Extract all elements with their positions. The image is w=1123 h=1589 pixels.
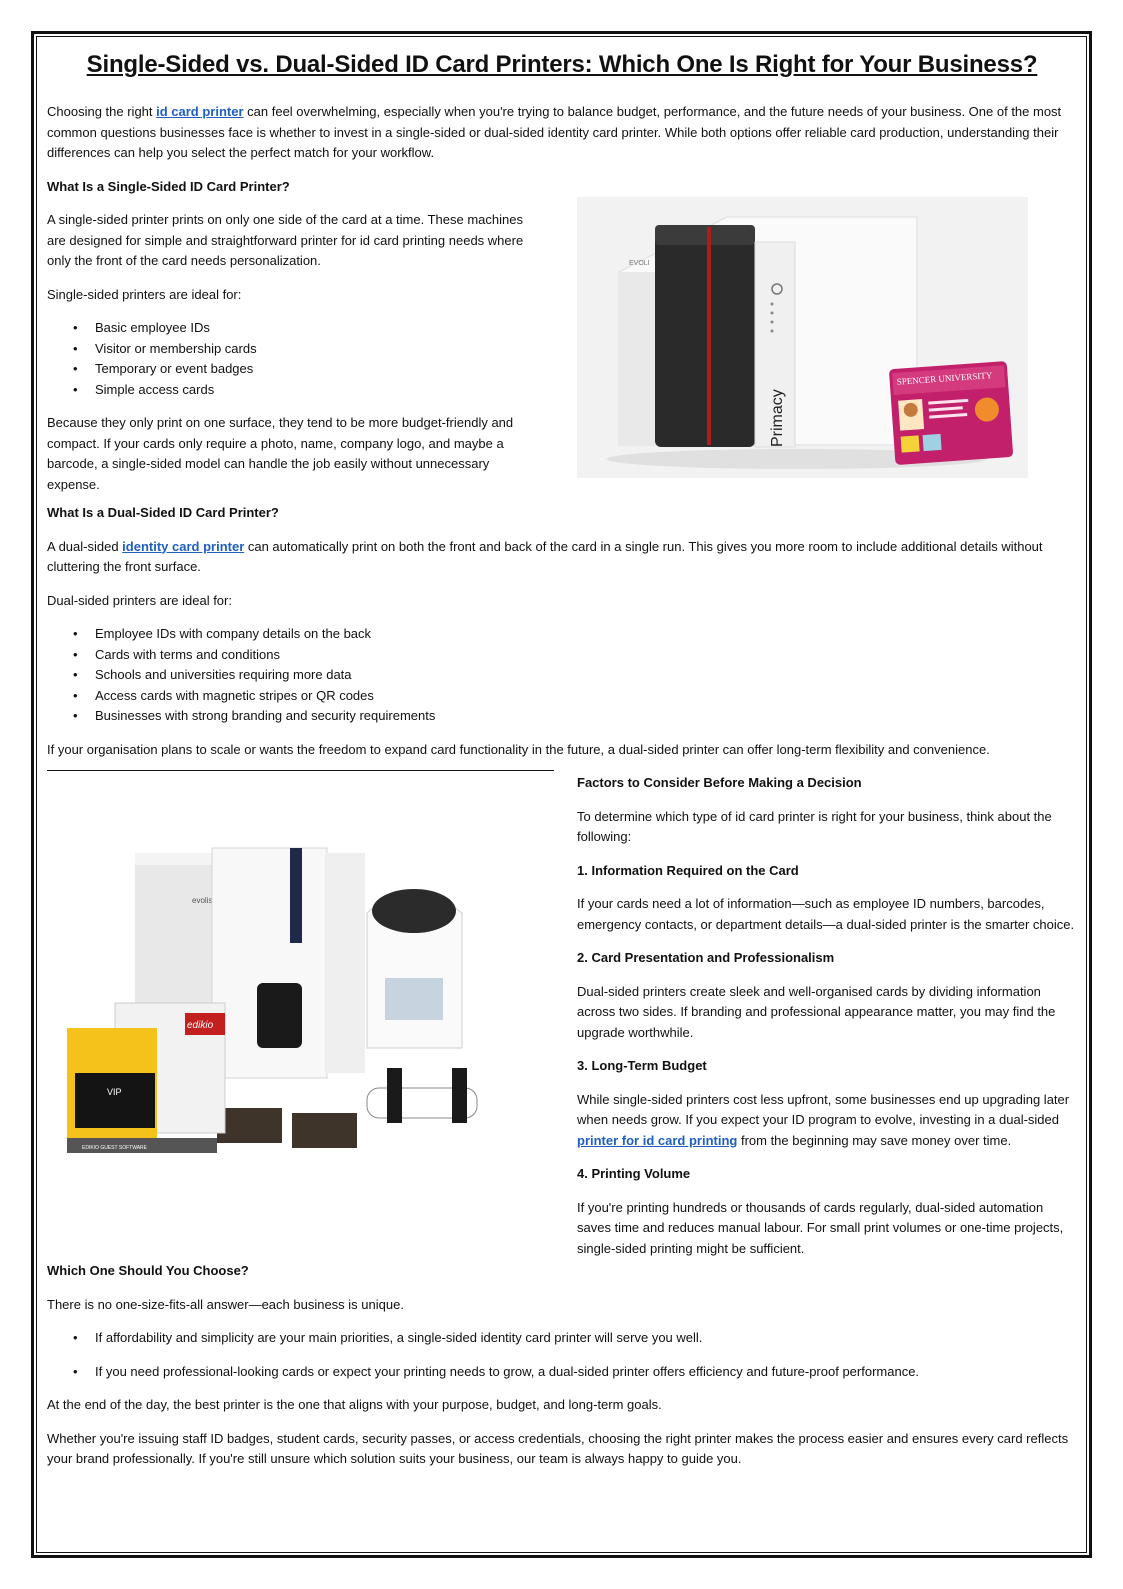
- single-sided-heading: What Is a Single-Sided ID Card Printer?: [47, 178, 290, 194]
- dual-ideal-list: [47, 624, 1077, 727]
- list-item: • Basic employee IDs: [95, 318, 577, 339]
- document-page: [47, 42, 1077, 1470]
- factor-3-text-start: While single-sided printers cost less upfront, some businesses end up upgrading later when needs grow. If you expect your ID program to evolve, investing in a dual-sided: [577, 1091, 1070, 1127]
- single-sided-section: [47, 197, 1077, 495]
- factor-1-title: 1. Information Required on the Card: [577, 862, 799, 878]
- factors-intro: To determine which type of id card printer is right for your business, think about the following:: [577, 808, 1052, 844]
- id-card-printer-link[interactable]: id card printer: [156, 104, 244, 119]
- factors-text: [577, 760, 1077, 1259]
- dual-sided-description: [47, 537, 1077, 578]
- factor-2-text: Dual-sided printers create sleek and well-organised cards by dividing information across two sides. If branding and professional appearance matter, you may find the upgrade worthwhile.: [577, 983, 1056, 1040]
- single-sided-text: [47, 197, 577, 495]
- dual-text: A dual-sided: [47, 538, 123, 554]
- edikio-bundle-illustration: [67, 833, 545, 1203]
- svg-text:EVOLI: EVOLI: [629, 260, 650, 267]
- dual-sided-closing: If your organisation plans to scale or wants the freedom to expand card functionality in the future, a dual-sided printer can offer long-term flexibility and convenience.: [47, 741, 990, 757]
- svg-text:EDIKIO GUEST SOFTWARE: EDIKIO GUEST SOFTWARE: [82, 1145, 148, 1151]
- list-item: • Schools and universities requiring more data: [95, 665, 1077, 686]
- divider: [47, 770, 554, 771]
- svg-text:VIP: VIP: [107, 1087, 122, 1097]
- dual-ideal-intro: Dual-sided printers are ideal for:: [47, 592, 232, 608]
- printer-illustration: [577, 197, 1028, 478]
- choose-end: At the end of the day, the best printer is the one that aligns with your purpose, budget, and long-term goals.: [47, 1397, 662, 1412]
- dual-text-rest: can automatically print on both the front and back of the card in a single run. This gives you more room to include additional details without cluttering the front surface.: [47, 538, 1043, 574]
- factors-heading: Factors to Consider Before Making a Decision: [577, 775, 862, 790]
- list-item: • Visitor or membership cards: [95, 339, 577, 360]
- choose-options-list: [47, 1328, 1077, 1382]
- list-item: • Cards with terms and conditions: [95, 645, 1077, 666]
- factor-3-text-end: from the beginning may save money over time.: [737, 1132, 1012, 1148]
- evolis-primacy-printer-image: [577, 197, 1028, 478]
- single-ideal-intro: Single-sided printers are ideal for:: [47, 286, 242, 302]
- single-sided-description: A single-sided printer prints on only one side of the card at a time. These machines are designed for simple and straightforward printer for id card printing needs where only the front of the card needs personalization.: [47, 212, 524, 268]
- svg-text:evolis: evolis: [192, 896, 213, 905]
- dual-sided-heading: What Is a Dual-Sided ID Card Printer?: [47, 505, 279, 520]
- intro-text: Choosing the right: [47, 104, 157, 119]
- factor-2-title: 2. Card Presentation and Professionalism: [577, 950, 835, 965]
- list-item: • Simple access cards: [95, 380, 577, 401]
- page-title: Single-Sided vs. Dual-Sided ID Card Printers: Which One Is Right for Your Business?: [86, 51, 1038, 78]
- choose-intro: There is no one-size-fits-all answer—each business is unique.: [47, 1296, 404, 1312]
- factor-3-title: 3. Long-Term Budget: [577, 1058, 707, 1073]
- list-item: • Access cards with magnetic stripes or QR codes: [95, 686, 1077, 707]
- list-item: • Businesses with strong branding and security requirements: [95, 706, 1077, 727]
- svg-text:Primacy: Primacy: [769, 389, 786, 447]
- list-item: • Employee IDs with company details on the back: [95, 624, 1077, 645]
- identity-card-printer-link[interactable]: identity card printer: [122, 538, 245, 554]
- svg-text:edikio: edikio: [187, 1020, 214, 1031]
- choose-final: Whether you're issuing staff ID badges, student cards, security passes, or access credentials, choosing the right printer makes the process easier and ensures every card reflects your brand professionally. If you're still unsure which solution suits your business, our team is always happy to guide you.: [47, 1430, 1069, 1466]
- list-item: • If you need professional-looking cards or expect your printing needs to grow, a dual-sided printer offers efficiency and future-proof performance.: [95, 1362, 1077, 1383]
- factor-3-text: [577, 1090, 1077, 1152]
- intro-paragraph: [47, 102, 1077, 164]
- factor-1-text: If your cards need a lot of information—such as employee ID numbers, barcodes, emergency contacts, or department details—a dual-sided printer is the smarter choice.: [577, 896, 1075, 932]
- choose-heading: Which One Should You Choose?: [47, 1263, 249, 1278]
- edikio-printer-bundle-image: [67, 833, 545, 1203]
- factors-section: [47, 760, 1077, 1259]
- intro-text-rest: can feel overwhelming, especially when you're trying to balance budget, performance, and the future needs of your business. One of the most common questions businesses face is whether to invest in a single-sided or dual-sided identity card printer. While both options offer reliable card production, understanding their differences can help you select the perfect match for your workflow.: [47, 104, 1062, 160]
- factor-4-title: 4. Printing Volume: [577, 1166, 691, 1181]
- single-printer-image-col: [577, 197, 1077, 495]
- printer-for-id-card-printing-link[interactable]: printer for id card printing: [577, 1132, 738, 1148]
- list-item: • If affordability and simplicity are your main priorities, a single-sided identity card printer will serve you well.: [95, 1328, 1077, 1349]
- factor-4-text: If you're printing hundreds or thousands of cards regularly, dual-sided automation saves time and reduces manual labour. For small print volumes or one-time projects, single-sided printing might be sufficient.: [577, 1199, 1064, 1256]
- edikio-image-col: [47, 760, 577, 1259]
- svg-text:SPENCER UNIVERSITY: SPENCER UNIVERSITY: [896, 370, 993, 387]
- list-item: • Temporary or event badges: [95, 359, 577, 380]
- single-ideal-list: [47, 318, 577, 400]
- single-sided-benefits: Because they only print on one surface, they tend to be more budget-friendly and compact. If your cards only require a photo, name, company logo, and maybe a barcode, a single-sided model can handle the job easily without unnecessary expense.: [47, 415, 514, 492]
